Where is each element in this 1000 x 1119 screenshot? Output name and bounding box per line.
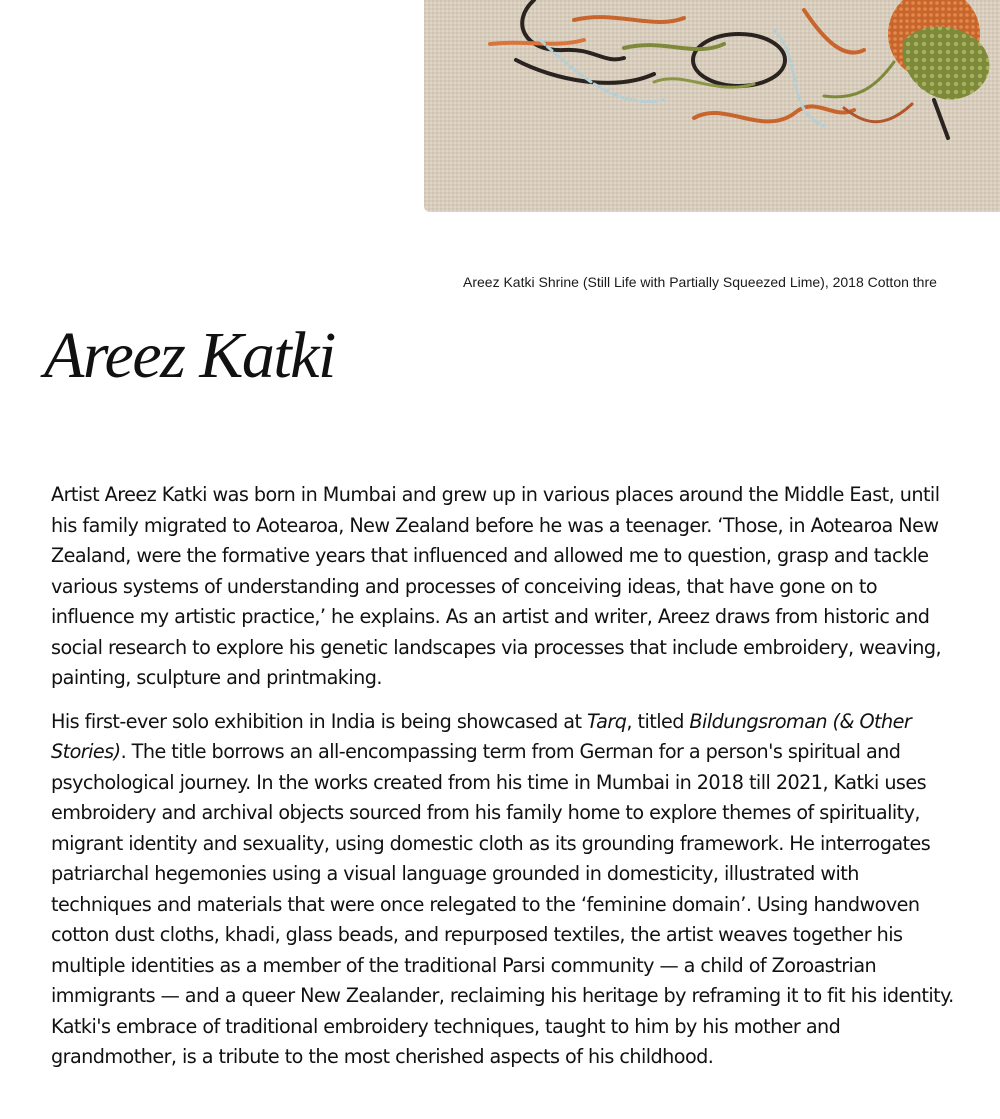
article-body xyxy=(51,480,956,1086)
paragraph-2-intro: His first-ever solo exhibition in India is being showcased at xyxy=(51,709,588,733)
article-paragraph-2 xyxy=(51,707,956,1073)
exhibition-title: Bildungsroman (& Other Stories) xyxy=(51,709,912,763)
article-paragraph-1: Artist Areez Katki was born in Mumbai and grew up in various places around the Middle East, until his family migrated to Aotearoa, New Zealand before he was a teenager. ‘Those, in Aotearoa New Zealand, were the formative years that influenced and allowed me to question, grasp and tackle various systems of understanding and processes of conceiving ideas, that have gone on to influence my artistic practice,’ he explains. As an artist and writer, Areez draws from historic and social research to explore his genetic landscapes via processes that include embroidery, weaving, painting, sculpture and printmaking. xyxy=(51,483,942,689)
image-caption: Areez Katki Shrine (Still Life with Partially Squeezed Lime), 2018 Cotton thre xyxy=(463,274,937,290)
paragraph-2-rest: . The title borrows an all-encompassing term from German for a person's spiritual and psychological journey. In the works created from his time in Mumbai in 2018 till 2021, Katki uses embroidery and archival objects sourced from his family home to explore themes of spirituality, migrant identity and sexuality, using domestic cloth as its grounding framework. He interrogates patriarchal hegemonies using a visual language grounded in domesticity, illustrated with techniques and materials that were once relegated to the ‘feminine domain’. Using handwoven cotton dust cloths, khadi, glass beads, and repurposed textiles, the artist weaves together his multiple identities as a member of the traditional Parsi community — a child of Zoroastrian immigrants — and a queer New Zealander, reclaiming his heritage by reframing it to fit his identity. Katki's embrace of traditional embroidery techniques, taught to him by his mother and grandmother, is a tribute to the most cherished aspects of his childhood. xyxy=(51,740,954,1068)
page-title: Areez Katki xyxy=(44,319,335,392)
artwork-image xyxy=(424,0,1000,212)
gallery-name: Tarq xyxy=(587,709,627,733)
paragraph-2-titled: , titled xyxy=(626,709,690,733)
